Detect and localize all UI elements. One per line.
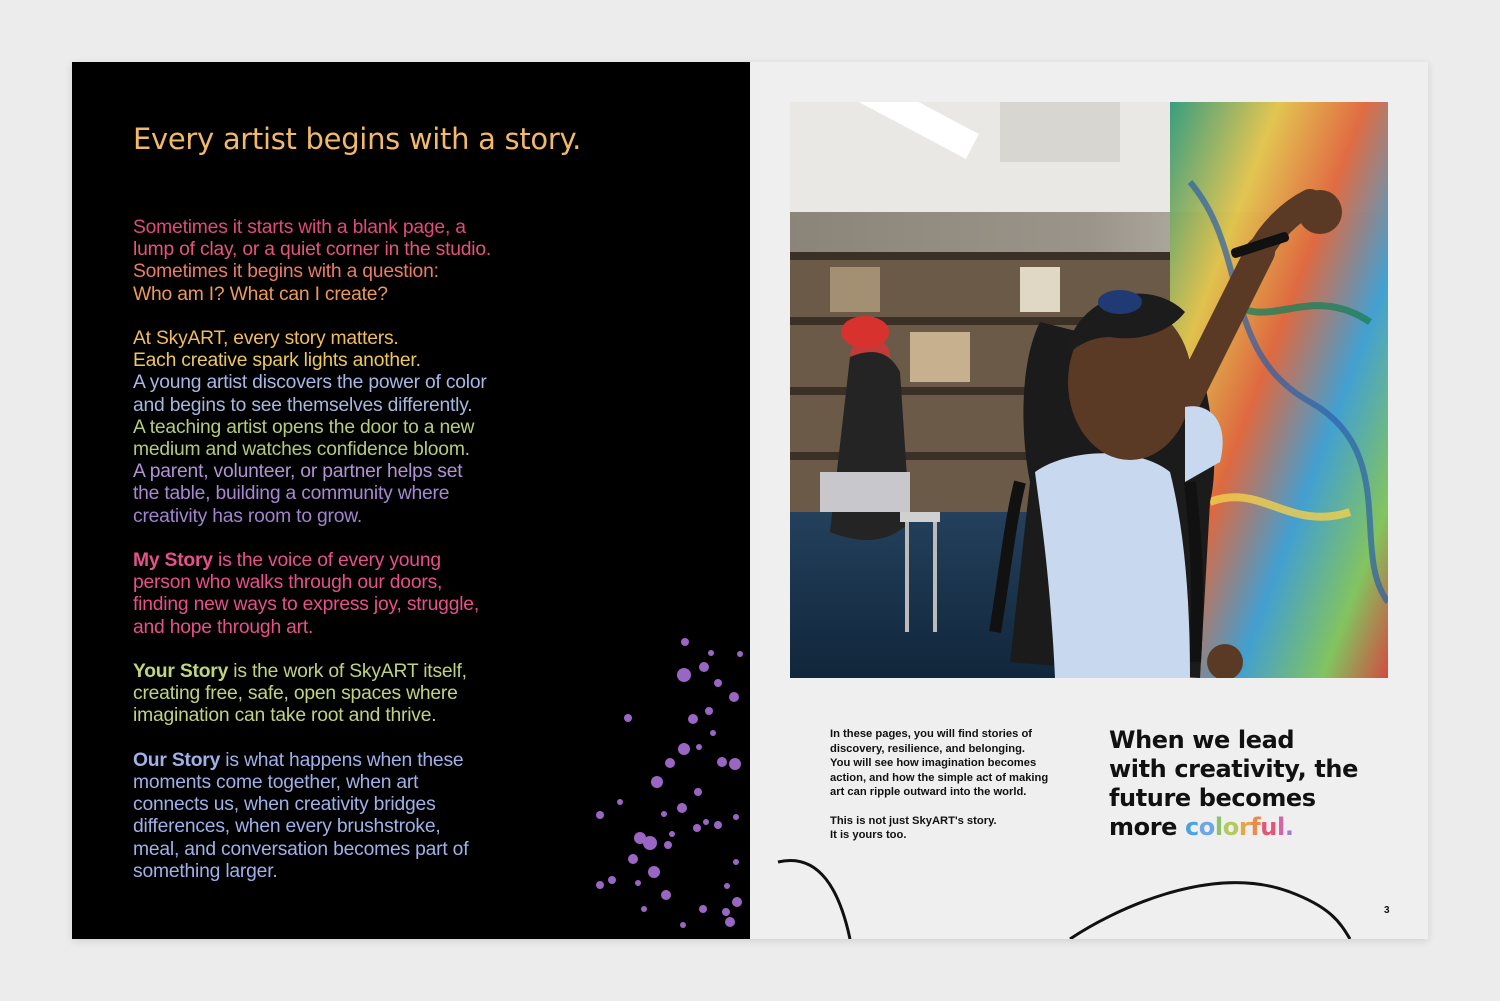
confetti-dot: [693, 824, 701, 832]
confetti-dot: [688, 714, 698, 724]
small-copy-line: action, and how the simple act of making: [830, 771, 1049, 784]
confetti-dot: [722, 908, 730, 916]
my-story-line: finding new ways to express joy, struggle,: [133, 594, 479, 616]
pull-quote-prefix: more: [1109, 813, 1185, 841]
confetti-dot: [596, 881, 604, 889]
our-story-line: differences, when every brushstroke,: [133, 816, 441, 838]
small-copy-line: In these pages, you will find stories of: [830, 728, 1033, 740]
confetti-dot: [714, 679, 722, 687]
small-copy-line: It is yours too.: [830, 829, 907, 841]
intro-line: lump of clay, or a quiet corner in the studio.: [133, 239, 492, 261]
confetti-dot: [717, 757, 727, 767]
pull-quote-line: future becomes: [1109, 784, 1316, 812]
confetti-dot: [641, 906, 647, 912]
pull-quote-line: with creativity, the: [1109, 755, 1358, 783]
intro-line: Who am I? What can I create?: [133, 283, 388, 305]
our-story-label: Our Story: [133, 749, 221, 771]
your-story-first-line-text: is the work of SkyART itself,: [228, 661, 467, 683]
confetti-dot: [729, 692, 739, 702]
community-line: At SkyART, every story matters.: [133, 328, 399, 349]
confetti-dot: [724, 883, 730, 889]
confetti-dot: [733, 859, 739, 865]
small-copy-line: This is not just SkyART's story.: [830, 814, 997, 827]
confetti-dot: [737, 651, 743, 657]
our-story-line: moments come together, when art: [133, 772, 419, 794]
confetti-dot: [681, 638, 689, 646]
my-story-line: and hope through art.: [133, 616, 314, 638]
confetti-dot: [714, 821, 722, 829]
confetti-dot: [733, 814, 739, 820]
my-story-first-line-text: is the voice of every young: [212, 550, 441, 572]
confetti-dots-decoration: [72, 62, 750, 939]
confetti-dot: [696, 744, 702, 750]
confetti-dot: [661, 890, 671, 900]
colorful-letter: u: [1260, 813, 1277, 841]
pull-quote-line: When we lead: [1109, 726, 1295, 754]
confetti-dot: [635, 880, 641, 886]
confetti-dot: [732, 897, 742, 907]
confetti-dot: [628, 854, 638, 864]
confetti-dot: [617, 799, 623, 805]
confetti-dot: [661, 811, 667, 817]
colorful-letter: r: [1238, 813, 1251, 841]
left-page: [72, 62, 750, 939]
confetti-dot: [678, 743, 690, 755]
confetti-dot: [634, 832, 646, 844]
community-line: the table, building a community where: [133, 483, 450, 505]
squiggle-line-decoration: [750, 62, 1428, 939]
our-story-line: meal, and conversation becomes part of: [133, 838, 469, 860]
confetti-dot: [677, 803, 687, 813]
confetti-dot: [699, 662, 709, 672]
colorful-letter: l: [1214, 813, 1223, 841]
our-story-first-line-text: is what happens when these: [220, 749, 464, 771]
confetti-dot: [665, 758, 675, 768]
colorful-letter: o: [1222, 813, 1239, 841]
intro-line: Sometimes it begins with a question:: [133, 261, 439, 283]
community-line: and begins to see themselves differently.: [133, 394, 473, 416]
your-story-line: imagination can take root and thrive.: [133, 705, 437, 727]
colorful-letter: o: [1198, 813, 1215, 841]
colorful-letter: c: [1184, 813, 1199, 841]
my-story-line: person who walks through our doors,: [133, 572, 443, 594]
confetti-dot: [703, 819, 709, 825]
confetti-dot: [669, 831, 675, 837]
our-story-line: connects us, when creativity bridges: [133, 794, 436, 816]
community-line: Each creative spark lights another.: [133, 350, 421, 372]
confetti-dot: [680, 922, 686, 928]
intro-line: Sometimes it starts with a blank page, a: [133, 217, 466, 238]
community-line: A parent, volunteer, or partner helps set: [133, 461, 463, 483]
confetti-dot: [705, 707, 713, 715]
confetti-dot: [648, 866, 660, 878]
confetti-dot: [596, 811, 604, 819]
small-copy-line: You will see how imagination becomes: [830, 757, 1037, 769]
colorful-letter: f: [1250, 813, 1261, 841]
small-copy-line: art can ripple outward into the world.: [830, 786, 1027, 798]
page-headline: Every artist begins with a story.: [133, 122, 582, 156]
confetti-dot: [725, 917, 735, 927]
colorful-letter: .: [1284, 813, 1294, 841]
your-story-line: creating free, safe, open spaces where: [133, 683, 458, 705]
confetti-dot: [729, 758, 741, 770]
community-line: creativity has room to grow.: [133, 505, 363, 527]
confetti-dot: [710, 730, 716, 736]
confetti-dot: [694, 788, 702, 796]
confetti-dot: [699, 905, 707, 913]
your-story-label: Your Story: [133, 661, 229, 683]
confetti-dot: [608, 876, 616, 884]
community-line: A young artist discovers the power of color: [133, 372, 487, 394]
confetti-dot: [708, 650, 714, 656]
confetti-dot: [677, 668, 691, 682]
confetti-dot: [664, 841, 672, 849]
page-number: 3: [1384, 905, 1390, 916]
confetti-dot: [624, 714, 632, 722]
brochure-spread: [72, 62, 1428, 939]
confetti-dot: [651, 776, 663, 788]
colorful-letter: l: [1276, 813, 1285, 841]
community-line: A teaching artist opens the door to a new: [133, 416, 475, 438]
our-story-line: something larger.: [133, 860, 278, 882]
right-page: [750, 62, 1428, 939]
my-story-label: My Story: [133, 550, 213, 572]
community-line: medium and watches confidence bloom.: [133, 439, 470, 461]
small-copy-line: discovery, resilience, and belonging.: [830, 742, 1026, 755]
